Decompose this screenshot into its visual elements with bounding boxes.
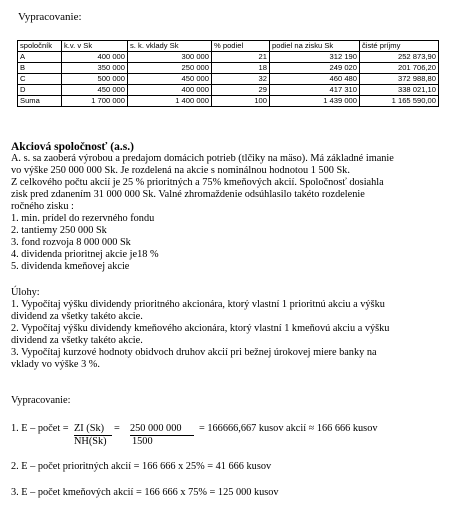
table-cell: 350 000 — [62, 63, 128, 74]
equation-3: 3. E – počet kmeňových akcií = 166 666 x 75% = 125 000 kusov — [11, 487, 279, 498]
table-cell: 249 020 — [270, 63, 360, 74]
task-line: 1. Vypočítaj výšku dividendy prioritného akcionára, ktorý vlastní 1 prioritnú akciu a výšku — [11, 299, 385, 310]
equation-1-equals: = — [114, 423, 120, 434]
header-cell: % podiel — [212, 41, 270, 52]
equation-1-numerator: ZI (Sk) — [74, 423, 105, 434]
solution-heading: Vypracovanie: — [11, 395, 71, 406]
paragraph-line: A. s. sa zaoberá výrobou a predajom domácich potrieb (tlčiky na mäso). Má základné imanie — [11, 153, 394, 164]
table-row-sum — [18, 96, 439, 107]
table-cell: 400 000 — [128, 85, 212, 96]
table-row — [18, 52, 439, 63]
table-cell: 32 — [212, 74, 270, 85]
table-cell: 450 000 — [128, 74, 212, 85]
task-line: dividend za všetky takéto akcie. — [11, 335, 143, 346]
tasks-heading: Úlohy: — [11, 287, 40, 298]
list-item: 5. dividenda kmeňovej akcie — [11, 261, 130, 272]
table-row — [18, 63, 439, 74]
paragraph-line: zisk pred zdanením 31 000 000 Sk. Valné zhromaždenie odsúhlasilo takéto rozdelenie — [11, 189, 365, 200]
table-cell: A — [18, 52, 62, 63]
table-header-row — [18, 41, 439, 52]
task-line: 2. Vypočítaj výšku dividendy kmeňového akcionára, ktorý vlastní 1 kmeňovú akciu a výšku — [11, 323, 390, 334]
table-cell: 400 000 — [62, 52, 128, 63]
partners-table — [17, 40, 439, 107]
equation-2: 2. E – počet prioritných akcií = 166 666 x 25% = 41 666 kusov — [11, 461, 272, 472]
list-item: 4. dividenda prioritnej akcie je18 % — [11, 249, 159, 260]
task-line: vklady vo výške 3 %. — [11, 359, 100, 370]
table-cell: 250 000 — [128, 63, 212, 74]
task-line: dividend za všetky takéto akcie. — [11, 311, 143, 322]
table-cell: 252 873,90 — [360, 52, 439, 63]
vypracovanie-heading-top: Vypracovanie: — [18, 11, 82, 23]
table-row — [18, 74, 439, 85]
table-cell: B — [18, 63, 62, 74]
table-cell: 1 439 000 — [270, 96, 360, 107]
table-cell: 417 310 — [270, 85, 360, 96]
table-cell: 300 000 — [128, 52, 212, 63]
header-cell: spoločník — [18, 41, 62, 52]
paragraph-line: Z celkového počtu akcií je 25 % prioritných a 75% kmeňových akcií. Spoločnosť dosiahla — [11, 177, 384, 188]
paragraph-line: ročného zisku : — [11, 201, 74, 212]
table-cell: Suma — [18, 96, 62, 107]
table-cell: 1 700 000 — [62, 96, 128, 107]
table-cell: 100 — [212, 96, 270, 107]
table-cell: 500 000 — [62, 74, 128, 85]
header-cell: podiel na zisku Sk — [270, 41, 360, 52]
list-item: 1. min. prídel do rezervného fondu — [11, 213, 155, 224]
header-cell: s. k. vklady Sk — [128, 41, 212, 52]
task-line: 3. Vypočítaj kurzové hodnoty obidvoch druhov akcií pri bežnej úrokovej miere banky na — [11, 347, 377, 358]
table-cell: 18 — [212, 63, 270, 74]
table-row — [18, 85, 439, 96]
table-cell: 338 021,10 — [360, 85, 439, 96]
header-cell: k.v. v Sk — [62, 41, 128, 52]
table-cell: 312 190 — [270, 52, 360, 63]
table-cell: 450 000 — [62, 85, 128, 96]
table-cell: 29 — [212, 85, 270, 96]
table-cell: 1 165 590,00 — [360, 96, 439, 107]
table-cell: 372 988,80 — [360, 74, 439, 85]
table-cell: D — [18, 85, 62, 96]
equation-1-result: = 166666,667 kusov akcií ≈ 166 666 kusov — [199, 423, 378, 434]
table-cell: 201 706,20 — [360, 63, 439, 74]
list-item: 2. tantiemy 250 000 Sk — [11, 225, 107, 236]
header-cell: čisté príjmy — [360, 41, 439, 52]
section-title: Akciová spoločnosť (a.s.) — [11, 141, 134, 153]
paragraph-line: vo výške 250 000 000 Sk. Je rozdelená na akcie s nominálnou hodnotou 1 500 Sk. — [11, 165, 350, 176]
table-cell: 1 400 000 — [128, 96, 212, 107]
equation-1-numerator-2: 250 000 000 — [130, 423, 182, 434]
equation-1-lhs: 1. E – počet = — [11, 423, 69, 434]
table-cell: 460 480 — [270, 74, 360, 85]
table-cell: C — [18, 74, 62, 85]
list-item: 3. fond rozvoja 8 000 000 Sk — [11, 237, 131, 248]
equation-1-denominator: NH(Sk) — [74, 436, 107, 447]
table-cell: 21 — [212, 52, 270, 63]
equation-1-denominator-2: 1500 — [132, 436, 153, 447]
